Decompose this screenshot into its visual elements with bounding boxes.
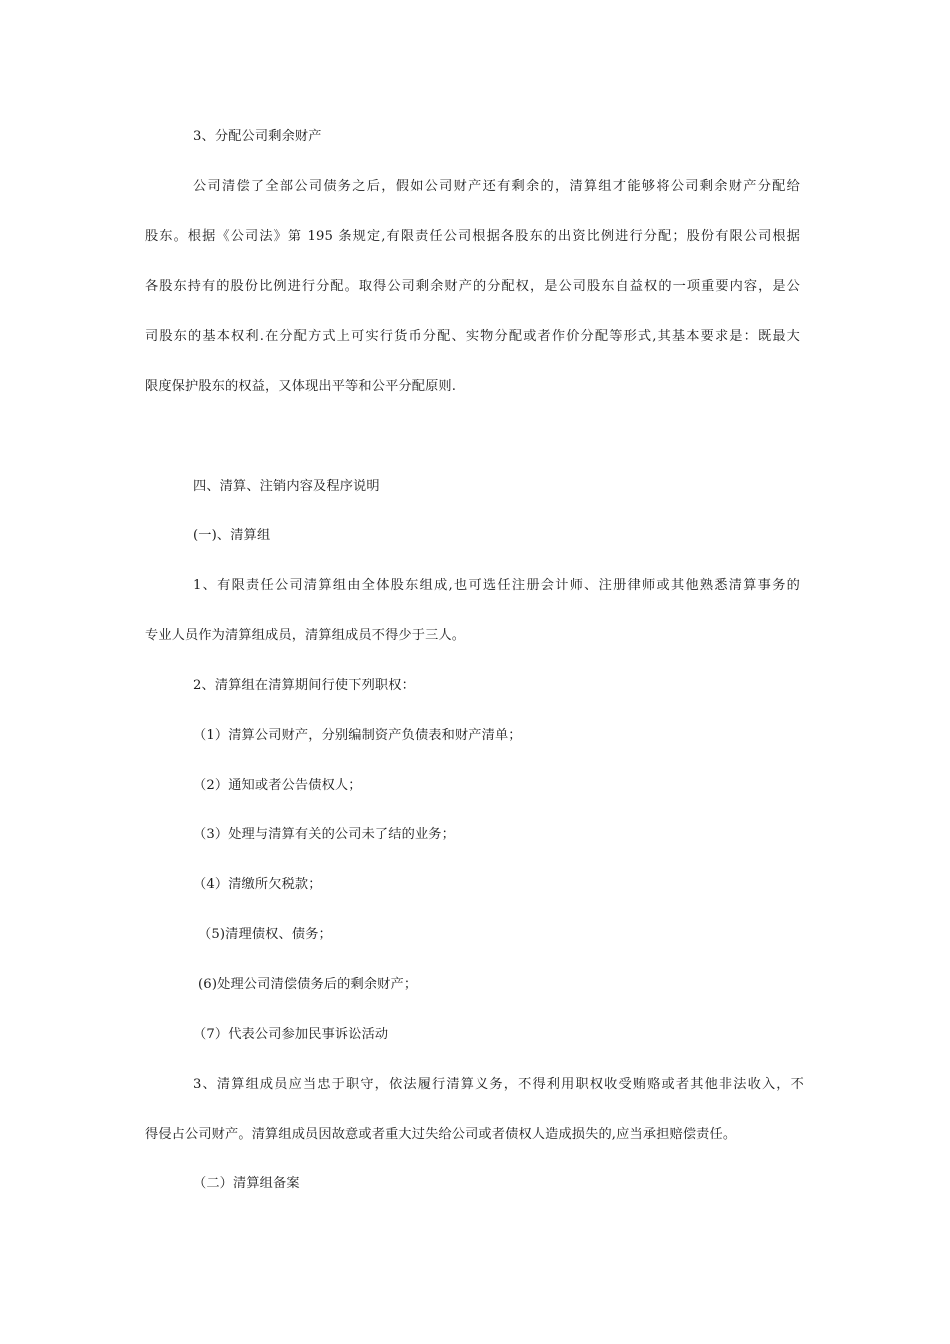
power-2: （2）通知或者公告债权人； (193, 778, 362, 793)
section3-line-2: 股东。根据《公司法》第 195 条规定,有限责任公司根据各股东的出资比例进行分配；股份有限公司根据 (145, 229, 800, 244)
power-5: （5)清理债权、债务； (198, 927, 332, 942)
section3-line-5: 限度保护股东的权益，又体现出平等和公平分配原则. (145, 379, 457, 394)
power-4: （4）清缴所欠税款； (193, 877, 322, 892)
item3-line-1: 3、清算组成员应当忠于职守，依法履行清算义务，不得利用职权收受贿赂或者其他非法收入，不 (193, 1077, 804, 1092)
item1-line-2: 专业人员作为清算组成员，清算组成员不得少于三人。 (145, 628, 466, 643)
section3-line-1: 公司清偿了全部公司债务之后，假如公司财产还有剩余的，清算组才能够将公司剩余财产分配给 (193, 179, 800, 194)
sub2-heading: （二）清算组备案 (193, 1176, 300, 1191)
power-7: （7）代表公司参加民事诉讼活动 (193, 1027, 389, 1042)
item2-heading: 2、清算组在清算期间行使下列职权： (193, 678, 415, 693)
section3-heading: 3、分配公司剩余财产 (193, 129, 322, 144)
section4-heading: 四、清算、注销内容及程序说明 (193, 479, 380, 494)
section3-line-3: 各股东持有的股份比例进行分配。取得公司剩余财产的分配权，是公司股东自益权的一项重要内容，是公 (145, 279, 800, 294)
item3-line-2: 得侵占公司财产。清算组成员因故意或者重大过失给公司或者债权人造成损失的,应当承担赔偿责任。 (145, 1127, 737, 1142)
power-1: （1）清算公司财产，分别编制资产负债表和财产清单； (193, 728, 522, 743)
power-3: （3）处理与清算有关的公司未了结的业务； (193, 827, 455, 842)
sub1-heading: (一)、清算组 (193, 528, 271, 543)
section3-line-4: 司股东的基本权利.在分配方式上可实行货币分配、实物分配或者作价分配等形式,其基本要求是：既最大 (145, 329, 800, 344)
power-6: (6)处理公司清偿债务后的剩余财产； (198, 977, 418, 992)
item1-line-1: 1、有限责任公司清算组由全体股东组成,也可选任注册会计师、注册律师或其他熟悉清算事务的 (193, 578, 800, 593)
